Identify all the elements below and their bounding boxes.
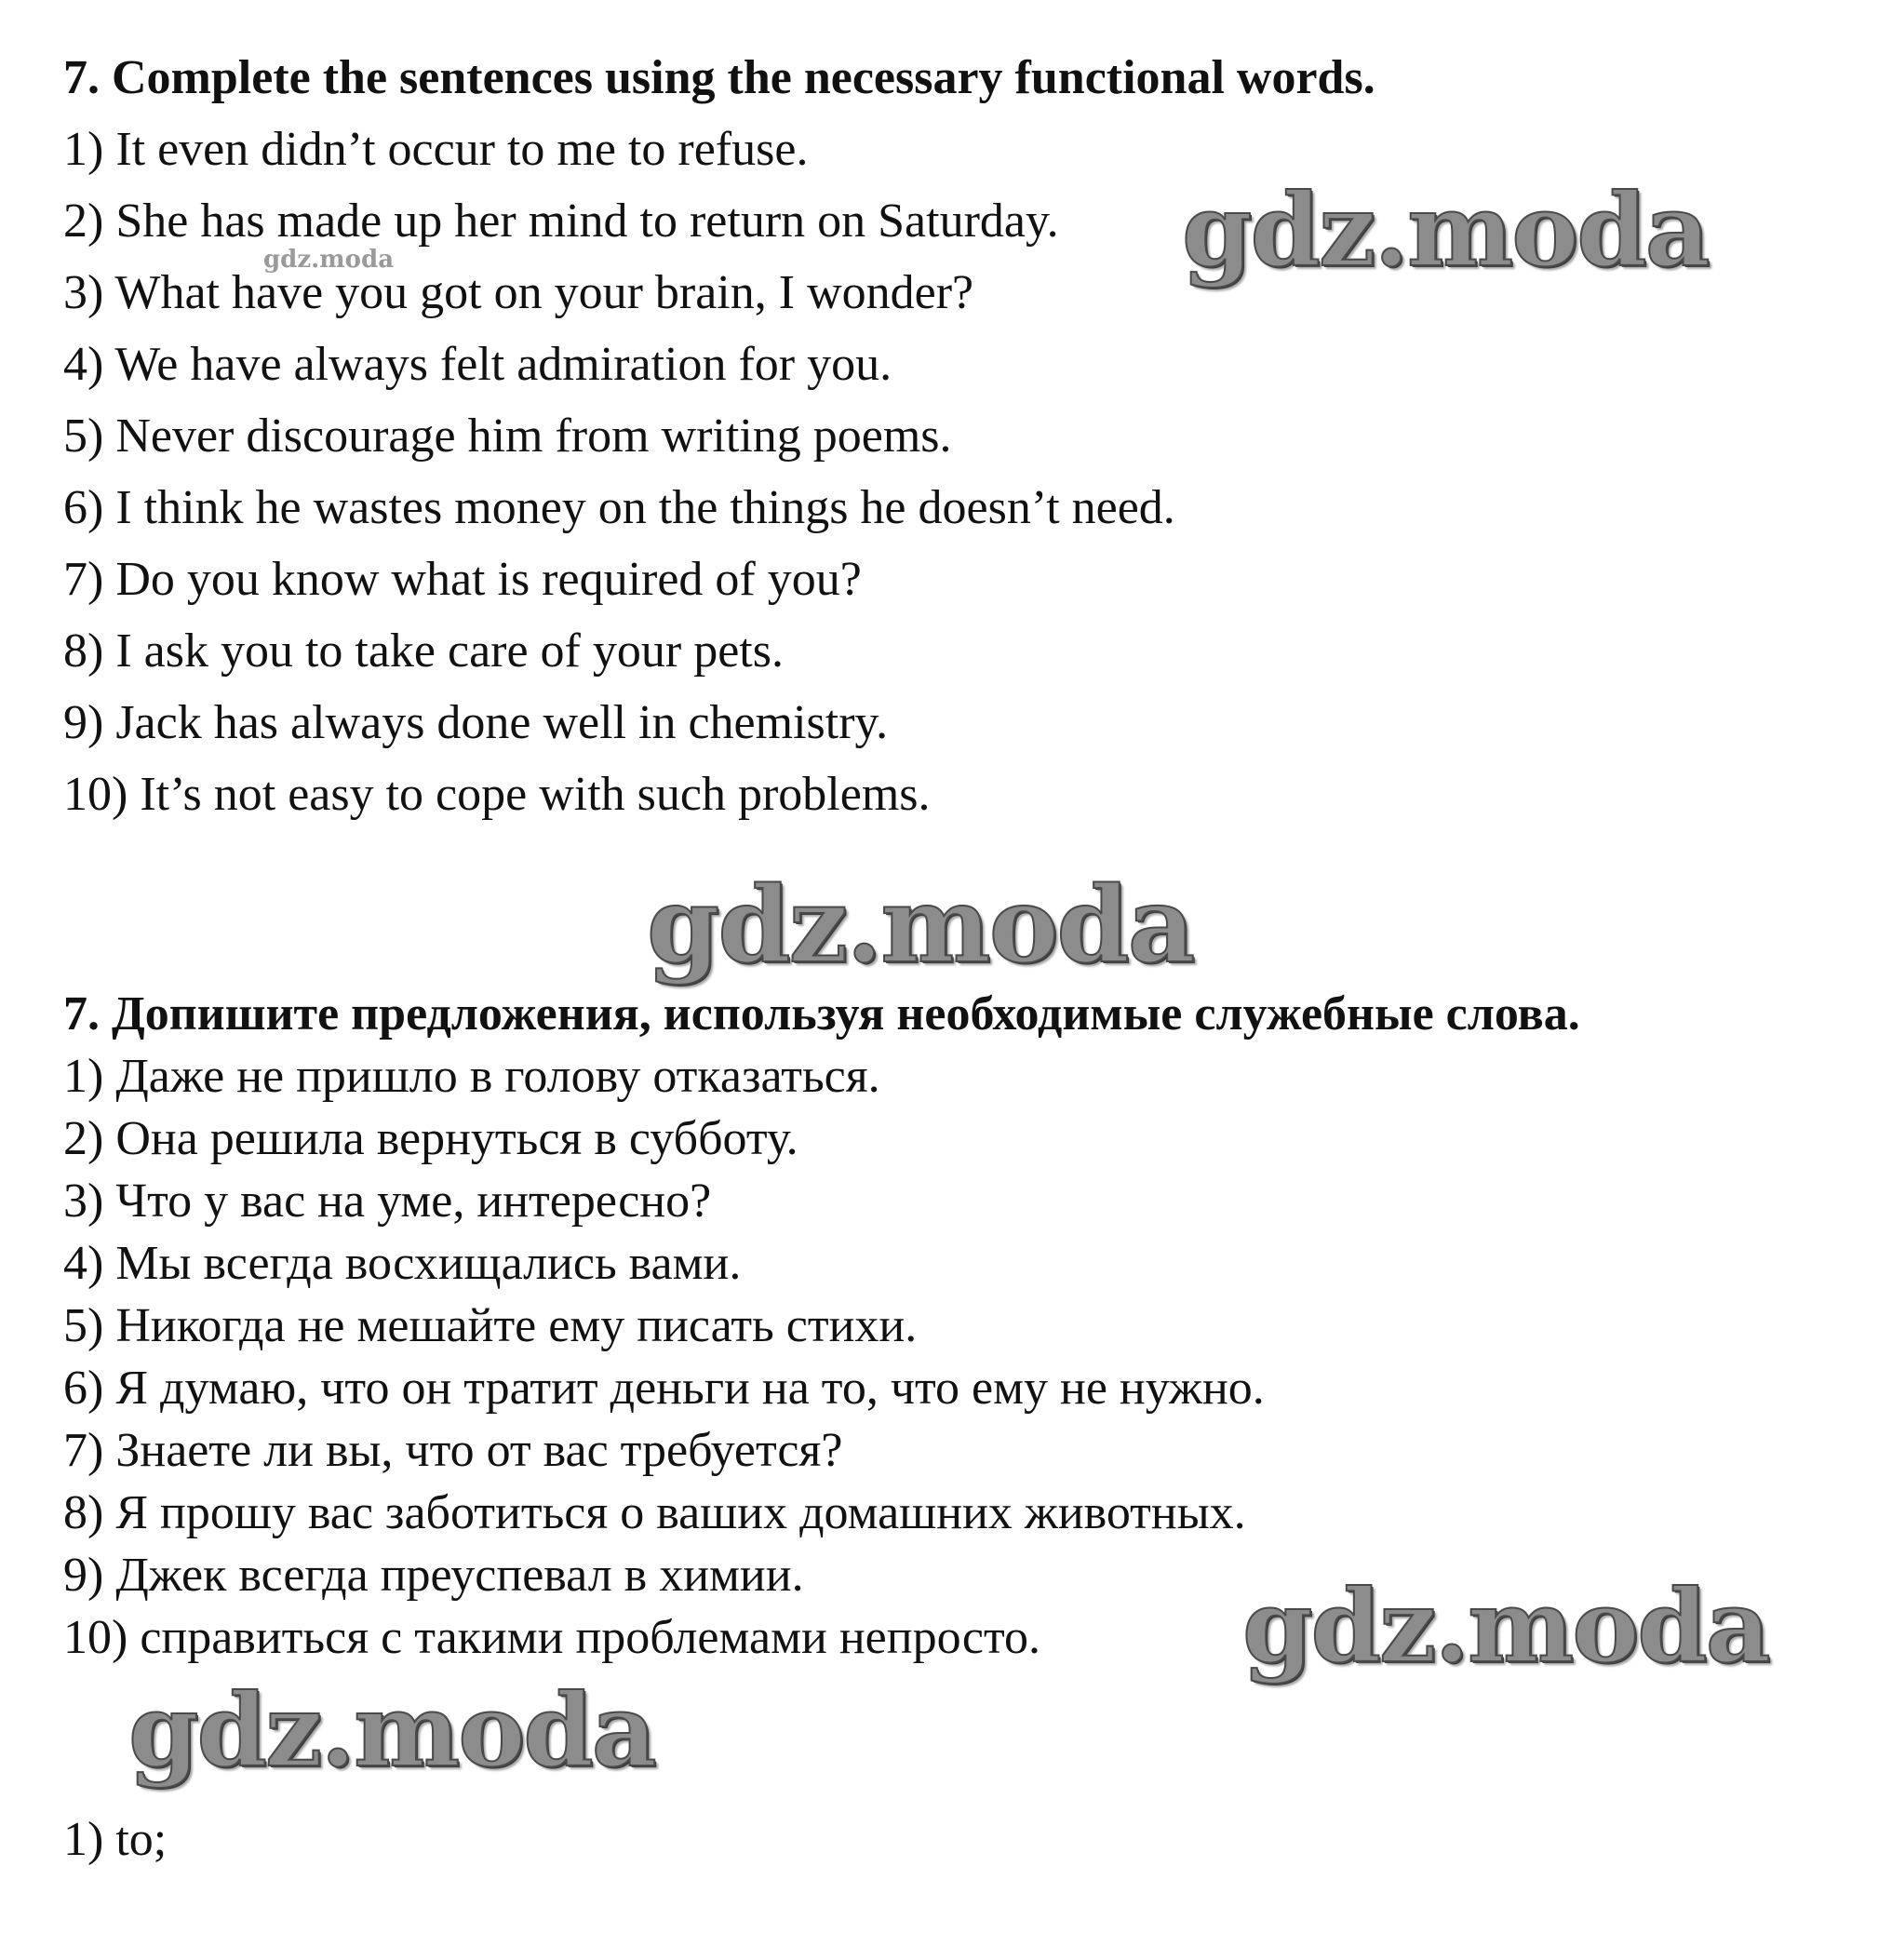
russian-item-3: 3) Что у вас на уме, интересно?	[63, 1175, 712, 1228]
english-item-9: 9) Jack has always done well in chemistry.	[63, 696, 889, 749]
watermark-center: gdz.moda	[647, 865, 1194, 987]
watermark-small: gdz.moda	[263, 246, 395, 274]
answer-item-1: 1) to;	[63, 1813, 168, 1866]
english-item-2: 2) She has made up her mind to return on Saturday.	[63, 195, 1059, 248]
english-heading: 7. Complete the sentences using the necessary functional words.	[63, 51, 1375, 104]
russian-item-2: 2) Она решила вернуться в субботу.	[63, 1112, 798, 1165]
english-item-8: 8) I ask you to take care of your pets.	[63, 624, 784, 678]
russian-item-10: 10) справиться с такими проблемами непросто.	[63, 1611, 1041, 1664]
russian-item-8: 8) Я прошу вас заботиться о ваших домашних животных.	[63, 1486, 1246, 1539]
watermark-bottom-left: gdz.moda	[128, 1672, 655, 1790]
russian-item-5: 5) Никогда не мешайте ему писать стихи.	[63, 1299, 918, 1352]
watermark-bottom-right: gdz.moda	[1242, 1568, 1769, 1685]
english-item-7: 7) Do you know what is required of you?	[63, 553, 862, 606]
english-item-4: 4) We have always felt admiration for you.	[63, 338, 892, 391]
russian-item-7: 7) Знаете ли вы, что от вас требуется?	[63, 1424, 843, 1477]
russian-item-4: 4) Мы всегда восхищались вами.	[63, 1237, 742, 1290]
russian-item-6: 6) Я думаю, что он тратит деньги на то, что ему не нужно.	[63, 1362, 1265, 1415]
english-item-1: 1) It even didn’t occur to me to refuse.	[63, 123, 809, 176]
english-item-3: 3) What have you got on your brain, I wonder?	[63, 266, 974, 319]
english-item-5: 5) Never discourage him from writing poems.	[63, 409, 952, 463]
russian-item-9: 9) Джек всегда преуспевал в химии.	[63, 1549, 804, 1602]
english-item-10: 10) It’s not easy to cope with such problems.	[63, 768, 931, 821]
english-item-6: 6) I think he wastes money on the things he doesn’t need.	[63, 481, 1175, 534]
watermark-top-right: gdz.moda	[1182, 172, 1709, 289]
russian-heading: 7. Допишите предложения, используя необходимые служебные слова.	[63, 987, 1580, 1040]
russian-item-1: 1) Даже не пришло в голову отказаться.	[63, 1050, 880, 1103]
